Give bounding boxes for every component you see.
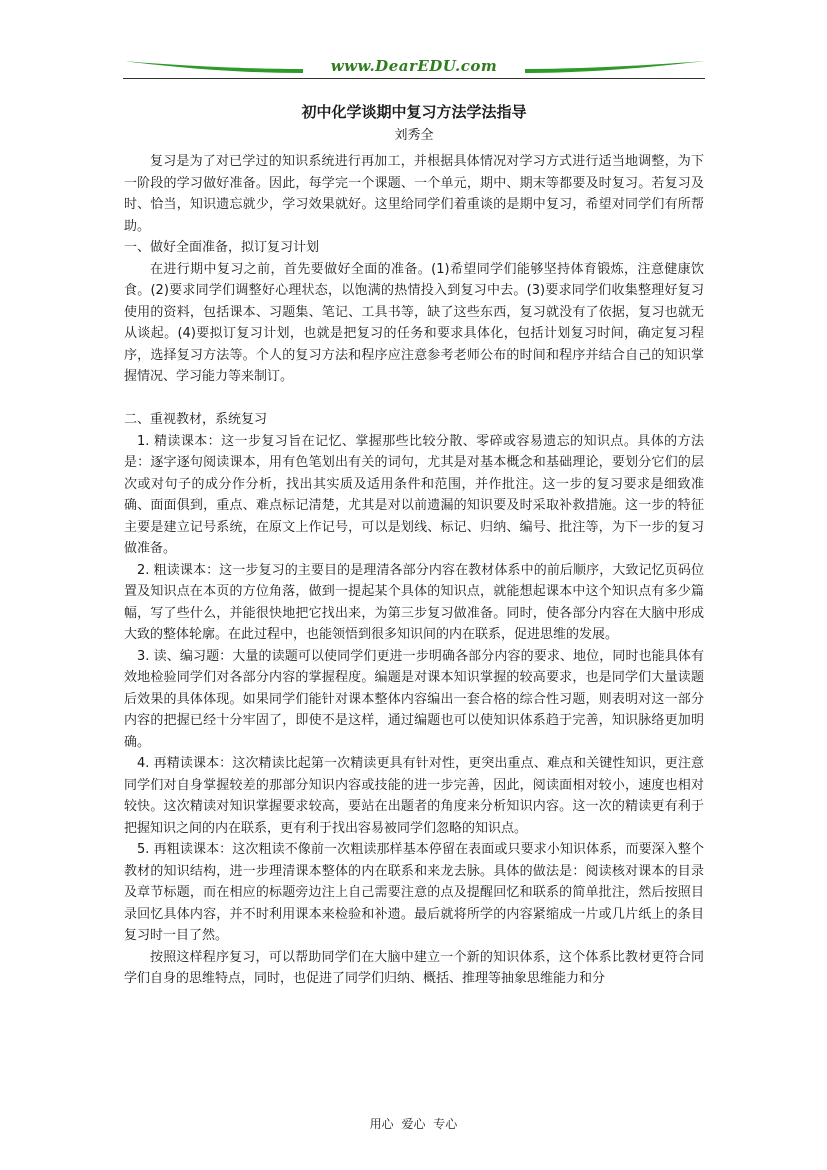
header-rule <box>123 78 705 79</box>
list-item: 1. 精读课本：这一步复习旨在记忆、掌握那些比较分散、零碎或容易遗忘的知识点。具体的方法是：逐字逐句阅读课本，用有色笔划出有关的词句，尤其是对基本概念和基础理论，要划分它们的层次或对句子的成分作分析，找出其实质及适用条件和范围，并作批注。这一步的复习要求是细致准确、面面俱到，重点、难点标记清楚，尤其是对以前遗漏的知识要及时采取补救措施。这一步的特征主要是建立记号系统，在原文上作记号，可以是划线、标记、归纳、编号、批注等，为下一步的复习做准备。 <box>124 433 704 556</box>
blank-line <box>124 388 704 410</box>
section-1-paragraph: 在进行期中复习之前，首先要做好全面的准备。(1)希望同学们能够坚持体育锻炼，注意健康饮食。(2)要求同学们调整好心理状态，以饱满的热情投入到复习中去。(3)要求同学们收集整理好复习使用的资料，包括课本、习题集、笔记、工具书等，缺了这些东西，复习就没有了依据，复习也就无从谈起。(4)要拟订复习计划，也就是把复习的任务和要求具体化，包括计划复习时间，确定复习程序，选择复习方法等。个人的复习方法和程序应注意参考老师公布的时间和程序并结合自己的知识掌握情况、学习能力等来制订。 <box>124 261 704 384</box>
intro-paragraph: 复习是为了对已学过的知识系统进行再加工，并根据具体情况对学习方式进行适当地调整，为下一阶段的学习做好准备。因此，每学完一个课题、一个单元，期中、期末等都要及时复习。若复习及时、恰当，知识遗忘就少，学习效果就好。这里给同学们着重谈的是期中复习，希望对同学们有所帮助。 <box>124 154 704 234</box>
list-item: 5. 再粗读课本：这次粗读不像前一次粗读那样基本停留在表面或只要求小知识体系，而要深入整个教材的知识结构，进一步理清课本整体的内在联系和来龙去脉。具体的做法是：阅读核对课本的目录及章节标题，而在相应的标题旁边注上自己需要注意的点及提醒回忆和联系的简单批注，然后按照目录回忆具体内容，并不时利用课本来检验和补遗。最后就将所学的内容紧缩成一片或几片纸上的条目复习时一目了然。 <box>124 842 704 943</box>
section-heading-2: 二、重视教材，系统复习 <box>124 412 268 427</box>
page-footer: 用心 爱心 专心 <box>369 1117 458 1131</box>
section-heading-1: 一、做好全面准备，拟订复习计划 <box>124 240 320 255</box>
list-item: 4. 再精读课本：这次精读比起第一次精读更具有针对性，更突出重点、难点和关键性知识，更注意同学们对自身掌握较差的那部分知识内容或技能的进一步完善，因此，阅读面相对较小，速度也相对较快。这次精读对知识掌握要求较高，要站在出题者的角度来分析知识内容。这一次的精读更有利于把握知识之间的内在联系，更有利于找出容易被同学们忽略的知识点。 <box>124 756 704 836</box>
document-author: 刘秀全 <box>394 128 434 143</box>
site-url: www.DearEDU.com <box>330 57 498 75</box>
list-item: 2. 粗读课本：这一步复习的主要目的是理清各部分内容在教材体系中的前后顺序，大致记忆页码位置及知识点在本页的方位角落，做到一提起某个具体的知识点，就能想起课本中这个知识点有多少篇幅，写了些什么，并能很快地把它找出来，为第三步复习做准备。同时，使各部分内容在大脑中形成大致的整体轮廓。在此过程中，也能领悟到很多知识间的内在联系，促进思维的发展。 <box>124 562 704 642</box>
document-title: 初中化学谈期中复习方法学法指导 <box>301 103 527 121</box>
list-item: 3. 读、编习题：大量的读题可以使同学们更进一步明确各部分内容的要求、地位，同时也能具体有效地检验同学们对各部分内容的掌握程度。编题是对课本知识掌握的较高要求，也是同学们大量读题后效果的具体体现。如果同学们能针对课本整体内容编出一套合格的综合性习题，则表明对这一部分内容的把握已经十分牢固了，即使不是这样，通过编题也可以使知识体系趋于完善，知识脉络更加明确。 <box>124 648 704 750</box>
closing-paragraph: 按照这样程序复习，可以帮助同学们在大脑中建立一个新的知识体系，这个体系比教材更符合同学们自身的思维特点，同时，也促进了同学们归纳、概括、推理等抽象思维能力和分 <box>124 949 704 986</box>
document-body <box>124 151 704 990</box>
site-header <box>123 52 705 82</box>
